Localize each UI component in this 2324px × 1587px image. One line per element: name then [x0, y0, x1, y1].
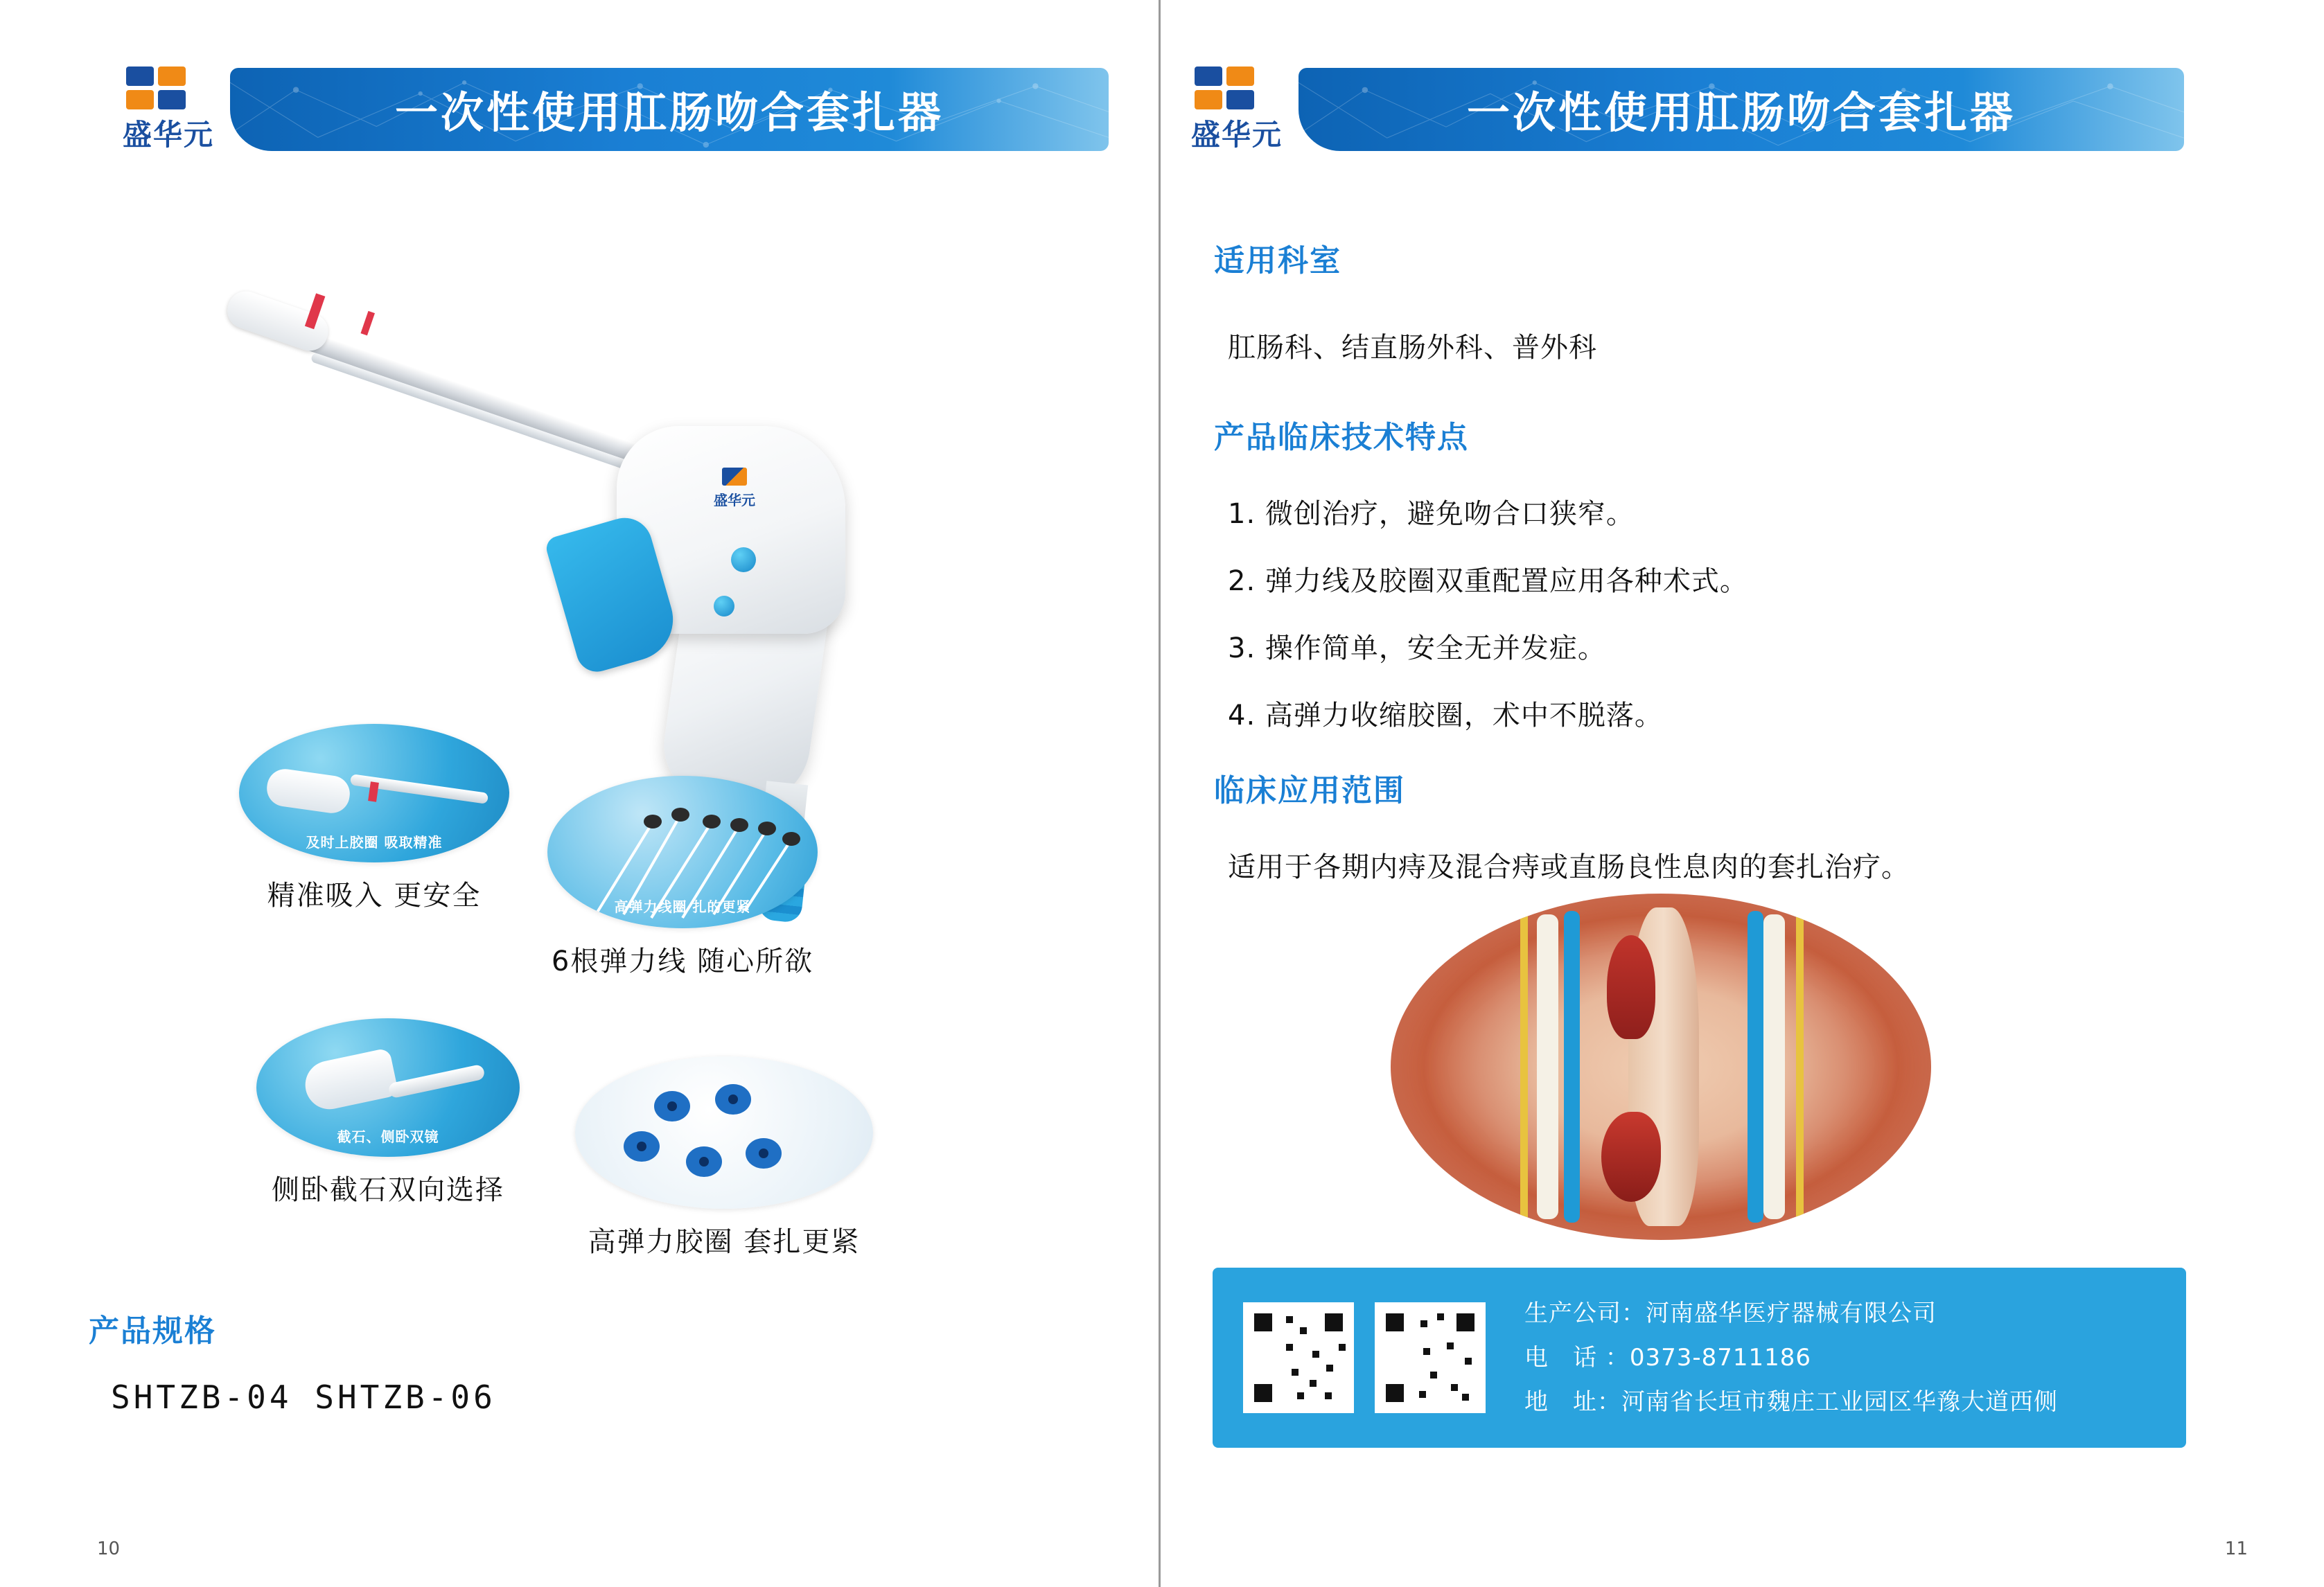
- list-item: 4. 高弹力收缩胶圈，术中不脱落。: [1228, 700, 1663, 732]
- right-page: [1159, 0, 2324, 1587]
- brand-logo: [104, 62, 230, 156]
- section-heading-scope: 临床应用范围: [1214, 773, 1405, 808]
- shenghuayuan-logo-icon: [126, 67, 193, 112]
- contact-banner: [1213, 1268, 2186, 1448]
- spec-value: SHTZB-04 SHTZB-06: [111, 1378, 496, 1416]
- section-heading-department: 适用科室: [1214, 243, 1341, 278]
- device-brand-badge: [693, 468, 776, 509]
- feature-item: [547, 776, 818, 979]
- contact-address-label: 地 址：: [1524, 1388, 1621, 1416]
- page-title: 一次性使用肛肠吻合套扎器: [1466, 87, 2016, 138]
- qr-code-icon: [1375, 1302, 1486, 1413]
- brand-logo: [1172, 62, 1299, 156]
- contact-phone-label: 电 话 ：: [1524, 1344, 1630, 1372]
- contact-address-value: 河南省长垣市魏庄工业园区华豫大道西侧: [1621, 1388, 2058, 1416]
- feature-item: [575, 1056, 873, 1259]
- feature-label: 高弹力胶圈 套扎更紧: [588, 1226, 861, 1258]
- rectal-anatomy-illustration: [1391, 894, 1931, 1240]
- header-title-bar: [1299, 68, 2184, 151]
- clinical-feature-list: [1228, 492, 2163, 761]
- feature-item: [239, 724, 509, 913]
- page-number-left: 10: [97, 1539, 121, 1559]
- feature-image: [575, 1056, 873, 1209]
- feature-label: 侧卧截石双向选择: [272, 1174, 504, 1206]
- list-item: 3. 操作简单，安全无并发症。: [1228, 632, 1606, 664]
- brand-name: 盛华元: [1190, 118, 1283, 152]
- list-item: 2. 弹力线及胶圈双重配置应用各种术式。: [1228, 565, 1748, 597]
- device-button-primary: [731, 547, 756, 572]
- contact-phone-row: [1524, 1336, 2058, 1380]
- page-number-right: 11: [2224, 1539, 2248, 1559]
- left-page: [0, 0, 1159, 1587]
- contact-company-value: 河南盛华医疗器械有限公司: [1646, 1300, 1937, 1327]
- contact-address-row: [1524, 1380, 2058, 1424]
- right-page-header: [1172, 62, 2184, 156]
- feature-label: 6根弹力线 随心所欲: [551, 946, 814, 977]
- section-heading-features: 产品临床技术特点: [1214, 420, 1469, 455]
- feature-image: [547, 776, 818, 928]
- device-button-secondary: [714, 596, 734, 617]
- qr-code-icon: [1243, 1302, 1354, 1413]
- page-title: 一次性使用肛肠吻合套扎器: [394, 87, 944, 138]
- contact-phone-value: 0373-8711186: [1629, 1344, 1812, 1372]
- spec-heading: 产品规格: [89, 1313, 216, 1349]
- feature-item: [256, 1018, 520, 1207]
- feature-image: [239, 724, 509, 862]
- device-tip-band-secondary: [360, 311, 375, 335]
- feature-label: 精准吸入 更安全: [267, 880, 482, 912]
- list-item: 1. 微创治疗，避免吻合口狭窄。: [1228, 498, 1635, 530]
- shenghuayuan-logo-icon: [1195, 67, 1261, 112]
- section-text-department: 肛肠科、结直肠外科、普外科: [1228, 332, 1597, 364]
- brand-name: 盛华元: [122, 118, 214, 152]
- feature-caption: 高弹力线圈 扎的更紧: [614, 898, 751, 916]
- feature-image: [256, 1018, 520, 1157]
- left-page-header: [104, 62, 1109, 156]
- contact-company-label: 生产公司：: [1524, 1300, 1646, 1327]
- elastic-rings-icon: [575, 1056, 873, 1209]
- feature-caption: 及时上胶圈 吸取精准: [306, 834, 443, 851]
- section-text-scope: 适用于各期内痔及混合痔或直肠良性息肉的套扎治疗。: [1228, 851, 1910, 883]
- device-brand-text: 盛华元: [714, 492, 755, 508]
- contact-company-row: [1524, 1291, 2058, 1336]
- contact-info: [1524, 1291, 2058, 1424]
- feature-caption: 截石、侧卧双镜: [337, 1128, 439, 1145]
- header-title-bar: [230, 68, 1109, 151]
